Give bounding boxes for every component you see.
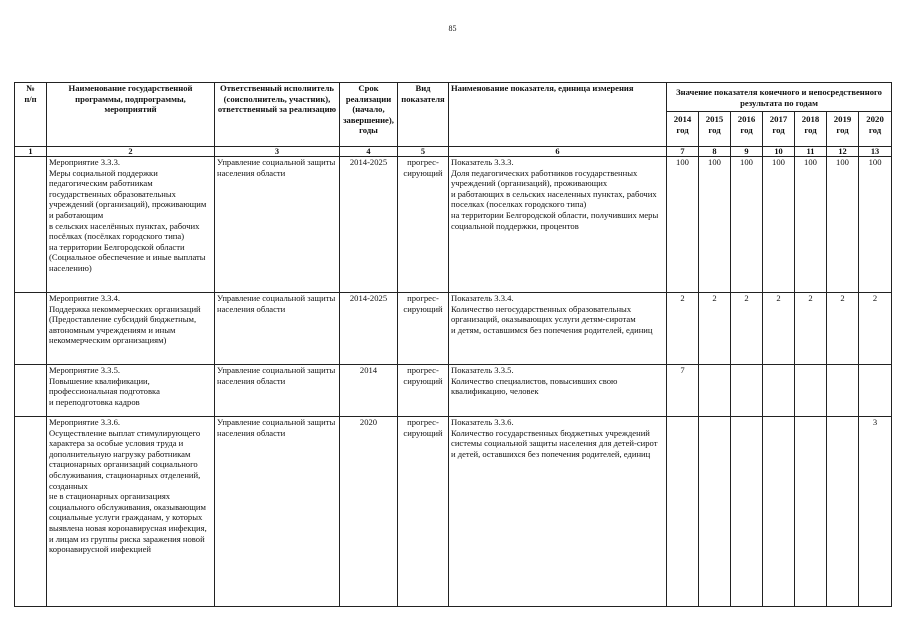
row-indicator: Показатель 3.3.5. Количество специалистов, повысивших свою квалификацию, человек — [449, 365, 667, 417]
program-table — [14, 82, 892, 607]
header-values: Значение показателя конечного и непосредственного результата по годам — [667, 83, 892, 112]
table-row — [15, 365, 892, 417]
row-value-2020: 2 — [859, 293, 892, 365]
row-responsible: Управление социальной защиты населения области — [215, 417, 340, 607]
column-number: 1 — [15, 147, 47, 157]
row-name: Мероприятие 3.3.5. Повышение квалификации, профессиональная подготовка и переподготовка кадров — [47, 365, 215, 417]
row-indicator: Показатель 3.3.4. Количество негосударственных образовательных организаций, оказывающих услуги детям-сиротам и детям, оставшимся без попечения родителей, единиц — [449, 293, 667, 365]
column-number: 2 — [47, 147, 215, 157]
row-value-2015: 2 — [699, 293, 731, 365]
table-row — [15, 157, 892, 293]
header-term: Срок реализации (начало, завершение), годы — [340, 83, 398, 147]
row-num — [15, 293, 47, 365]
row-value-2017 — [763, 365, 795, 417]
row-value-2017 — [763, 417, 795, 607]
column-number: 11 — [795, 147, 827, 157]
row-value-2015 — [699, 417, 731, 607]
row-type: прогрес- сирующий — [398, 365, 449, 417]
row-value-2014: 7 — [667, 365, 699, 417]
row-indicator: Показатель 3.3.3. Доля педагогических работников государственных учреждений (организаций), проживающих и работающих в сельских населенных пунктах, рабочих поселках (поселках городского типа) на территории Белгородской области, получивших меры социальной поддержки, процентов — [449, 157, 667, 293]
row-term: 2014 — [340, 365, 398, 417]
row-value-2016: 2 — [731, 293, 763, 365]
column-number: 6 — [449, 147, 667, 157]
header-year-2020: 2020 год — [859, 112, 892, 147]
row-value-2019: 100 — [827, 157, 859, 293]
row-value-2019: 2 — [827, 293, 859, 365]
row-value-2020: 3 — [859, 417, 892, 607]
row-value-2020 — [859, 365, 892, 417]
row-value-2018: 100 — [795, 157, 827, 293]
row-value-2019 — [827, 365, 859, 417]
row-name: Мероприятие 3.3.4. Поддержка некоммерческих организаций (Предоставление субсидий бюджетным, автономным учреждениям и иным некоммерческим организациям) — [47, 293, 215, 365]
column-number: 8 — [699, 147, 731, 157]
row-value-2014: 100 — [667, 157, 699, 293]
row-value-2017: 100 — [763, 157, 795, 293]
row-value-2015: 100 — [699, 157, 731, 293]
header-year-2014: 2014 год — [667, 112, 699, 147]
column-number: 10 — [763, 147, 795, 157]
table-row — [15, 417, 892, 607]
column-number: 7 — [667, 147, 699, 157]
header-name: Наименование государственной программы, подпрограммы, мероприятий — [47, 83, 215, 147]
column-number: 3 — [215, 147, 340, 157]
row-responsible: Управление социальной защиты населения области — [215, 157, 340, 293]
column-number: 12 — [827, 147, 859, 157]
row-value-2014: 2 — [667, 293, 699, 365]
row-name: Мероприятие 3.3.3. Меры социальной поддержки педагогическим работникам государственных образовательных учреждений (организаций), проживающим и работающим в сельских населённых пунктах, рабочих посёлках (посёлках городского типа) на территории Белгородской области (Социальное обеспечение и иные выплаты населению) — [47, 157, 215, 293]
row-type: прогрес- сирующий — [398, 157, 449, 293]
header-responsible: Ответственный исполнитель (соисполнитель, участник), ответственный за реализацию — [215, 83, 340, 147]
header-year-2016: 2016 год — [731, 112, 763, 147]
page-number: 85 — [448, 24, 457, 33]
row-term: 2014-2025 — [340, 157, 398, 293]
row-indicator: Показатель 3.3.6. Количество государственных бюджетных учреждений системы социальной защиты населения для детей-сирот и детей, оставшихся без попечения родителей, единиц — [449, 417, 667, 607]
row-num — [15, 417, 47, 607]
row-value-2014 — [667, 417, 699, 607]
column-number: 4 — [340, 147, 398, 157]
row-value-2018: 2 — [795, 293, 827, 365]
row-value-2015 — [699, 365, 731, 417]
row-num — [15, 157, 47, 293]
column-number: 9 — [731, 147, 763, 157]
header-year-2015: 2015 год — [699, 112, 731, 147]
header-num: № п/п — [15, 83, 47, 147]
header-indicator: Наименование показателя, единица измерения — [449, 83, 667, 147]
header-year-2018: 2018 год — [795, 112, 827, 147]
row-value-2019 — [827, 417, 859, 607]
row-num — [15, 365, 47, 417]
row-value-2018 — [795, 417, 827, 607]
row-value-2018 — [795, 365, 827, 417]
column-numbers-row — [15, 147, 892, 157]
row-value-2016 — [731, 417, 763, 607]
row-value-2020: 100 — [859, 157, 892, 293]
row-term: 2020 — [340, 417, 398, 607]
table-row — [15, 293, 892, 365]
column-number: 5 — [398, 147, 449, 157]
row-value-2016 — [731, 365, 763, 417]
row-responsible: Управление социальной защиты населения области — [215, 365, 340, 417]
row-type: прогрес- сирующий — [398, 417, 449, 607]
header-type: Вид показателя — [398, 83, 449, 147]
row-value-2017: 2 — [763, 293, 795, 365]
row-term: 2014-2025 — [340, 293, 398, 365]
header-year-2019: 2019 год — [827, 112, 859, 147]
header-year-2017: 2017 год — [763, 112, 795, 147]
column-number: 13 — [859, 147, 892, 157]
row-type: прогрес- сирующий — [398, 293, 449, 365]
row-responsible: Управление социальной защиты населения области — [215, 293, 340, 365]
row-name: Мероприятие 3.3.6. Осуществление выплат стимулирующего характера за особые условия труда и дополнительную нагрузку работникам стационарных организаций социального обслуживания, стационарных отделений, созданных не в стационарных организациях социального обслуживания, оказывающим социальные услуги гражданам, у которых выявлена новая коронавирусная инфекция, и лицам из группы риска заражения новой коронавирусной инфекцией — [47, 417, 215, 607]
row-value-2016: 100 — [731, 157, 763, 293]
header-row — [15, 83, 892, 112]
